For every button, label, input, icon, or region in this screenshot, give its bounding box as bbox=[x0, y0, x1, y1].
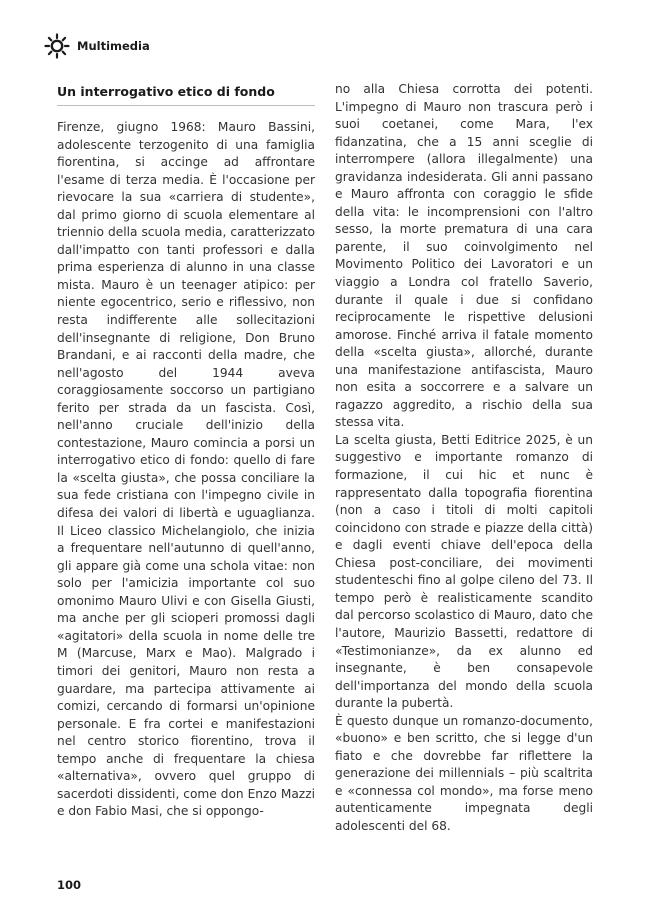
right-column bbox=[335, 84, 593, 836]
left-column-text bbox=[57, 119, 315, 821]
paragraph: È questo dunque un romanzo-documento, «buono» e ben scritto, che si legge d'un fiato e che dovrebbe far riflettere la generazione dei millennials – più scaltrita e «connessa col mondo», ma forse meno autenticamente impegnata degli adolescenti del 68. bbox=[335, 713, 593, 833]
paragraph: Firenze, giugno 1968: Mauro Bassini, adolescente terzogenito di una famiglia fiorentina, si accinge ad affrontare l'esame di terza media. È l'occasione per rievocare la sua «carriera di studente», dal primo giorno di scuola elementare al triennio della scuola media, caratterizzato dall'impatto con tanti professori e dalla prima esperienza di alunno in una classe mista. Mauro è un teenager atipico: per niente egocentrico, serio e riflessivo, non resta indifferente alle sollecitazioni dell'insegnante di religione, Don Bruno Brandani, e ai racconti della madre, che nell'agosto del 1944 aveva coraggiosamente soccorso un partigiano ferito per strada da un fascista. Così, nell'anno cruciale dell'inizio della contestazione, Mauro comincia a porsi un interrogativo etico di fondo: quello di fare la «scelta giusta», che possa conciliare la sua fede cristiana con l'impegno civile in difesa dei valori di libertà e uguaglianza. Il Liceo classico Michelangiolo, che inizia a frequentare nell'autunno di quell'anno, gli appare già come una schola vitae: non solo per l'amicizia importante col suo omonimo Mauro Ulivi e con Gisella Giusti, ma anche per gli scioperi promossi dagli «agitatori» della scuola in nome delle tre M (Marcuse, Marx e Mao). Malgrado i timori dei genitori, Mauro non resta a guardare, ma partecipa attivamente ai comizi, cercando di formarsi un'opinione personale. E fra cortei e manifestazioni nel centro storico fiorentino, trova il tempo anche di frequentare la chiesa «alternativa», ovvero quel gruppo di sacerdoti dissidenti, come don Enzo Mazzi e don Fabio Masi, che si oppongo- bbox=[57, 120, 315, 819]
page-number: 100 bbox=[57, 878, 82, 892]
section-header bbox=[44, 33, 150, 59]
sun-icon bbox=[44, 33, 70, 59]
section-label: Multimedia bbox=[77, 39, 150, 53]
paragraph: La scelta giusta, Betti Editrice 2025, è un suggestivo e importante romanzo di formazione, il cui hic et nunc è rappresentato dalla topografia fiorentina (non a caso i titoli di molti capitoli coincidono con strade e piazze della città) e dagli eventi chiave dell'epoca della Chiesa post-conciliare, dei movimenti studenteschi fino al golpe cileno del 73. Il tempo però è realisticamente scandito dal percorso scolastico di Mauro, dato che l'autore, Maurizio Bassetti, redattore di «Testimonianze», da ex alunno ed insegnante, è ben consapevole dell'importanza del mondo della scuola durante la pubertà. bbox=[335, 432, 593, 711]
article-title: Un interrogativo etico di fondo bbox=[57, 84, 315, 106]
right-column-text bbox=[335, 81, 593, 836]
paragraph: no alla Chiesa corrotta dei potenti. L'impegno di Mauro non trascura però i suoi coetanei, come Mara, l'ex fidanzatina, che a 15 anni sceglie di interrompere (allora illegalmente) una gravidanza indesiderata. Gli anni passano e Mauro affronta con coraggio le sfide della vita: le incomprensioni con l'altro sesso, la morte prematura di una cara parente, il suo coinvolgimento nel Movimento Politico dei Lavoratori e un viaggio a Londra col fratello Saverio, durante il quale i due si confidano reciprocamente le rispettive delusioni amorose. Finché arriva il fatale momento della «scelta giusta», allorché, durante una manifestazione antifascista, Mauro non esita a soccorrere e a salvare un ragazzo aggredito, a rischio della sua stessa vita. bbox=[335, 82, 593, 430]
left-column bbox=[57, 84, 315, 821]
